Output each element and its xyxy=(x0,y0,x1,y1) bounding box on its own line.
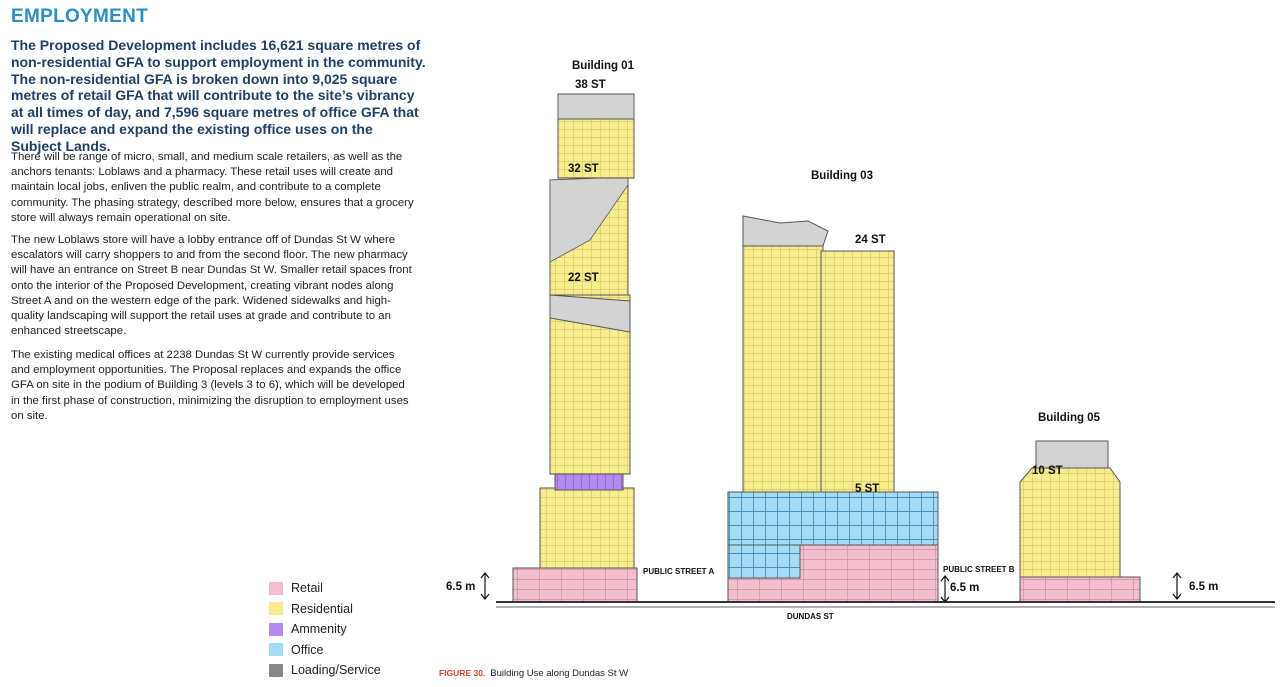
building-01-storey-38: 38 ST xyxy=(575,79,606,91)
legend-item-loading-service xyxy=(269,660,381,681)
height-marker-right xyxy=(1173,573,1218,599)
building-03-storey-5: 5 ST xyxy=(855,483,880,495)
building-05-storey-10: 10 ST xyxy=(1032,465,1063,477)
building-01-podium xyxy=(540,488,634,568)
legend-swatch-retail xyxy=(269,582,283,595)
legend-label: Office xyxy=(291,642,324,657)
figure-caption-text: Building Use along Dundas St W xyxy=(490,668,629,679)
legend-swatch-office xyxy=(269,643,283,656)
legend-item-residential xyxy=(269,599,381,620)
building-03-tower-west xyxy=(743,246,823,492)
height-marker-middle xyxy=(941,576,979,602)
building-03-mechanical-top xyxy=(743,216,828,246)
building-01-label: Building 01 xyxy=(572,60,634,72)
legend-swatch-residential xyxy=(269,602,283,615)
building-01-storey-32: 32 ST xyxy=(568,163,599,175)
building-03-tower-east xyxy=(821,251,894,492)
legend xyxy=(269,578,381,681)
building-01-retail-base xyxy=(513,568,637,602)
dundas-street-label: DUNDAS ST xyxy=(787,612,834,621)
public-street-a-label: PUBLIC STREET A xyxy=(643,567,715,576)
building-03-storey-24: 24 ST xyxy=(855,234,886,246)
body-paragraph-loblaws: The new Loblaws store will have a lobby entrance off of Dundas St W where escalators will carry shoppers to and from the second floor. The new pharmacy will have an entrance on Street B near Dundas St W. Smaller retail spaces front onto the interior of the Proposed Development, creating vibrant nodes along Street A and on the western edge of the park. Widened sidewalks and high-quality landscaping will support the retail uses at grade and contribute to an enhanced streetscape. xyxy=(11,234,412,338)
building-03-office-corner xyxy=(728,545,800,578)
building-05-label: Building 05 xyxy=(1038,412,1100,424)
building-05-mechanical-top xyxy=(1036,441,1108,468)
legend-label: Retail xyxy=(291,581,323,596)
building-05-residential-block xyxy=(1020,468,1120,577)
figure-number: FIGURE 30. xyxy=(439,668,486,678)
height-marker-left-label: 6.5 m xyxy=(446,581,476,593)
building-03-office-podium xyxy=(728,492,938,545)
body-paragraph-medical: The existing medical offices at 2238 Dundas St W currently provide services and employment opportunities. The Proposal replaces and expands the office GFA on site in the podium of Building 3 (levels 3 to 6), which will be developed in the first phase of construction, minimizing the disruption to employment uses on site. xyxy=(11,349,409,422)
building-use-elevation xyxy=(430,50,1280,662)
legend-item-office xyxy=(269,640,381,661)
legend-swatch-amenity xyxy=(269,623,283,636)
building-03-label: Building 03 xyxy=(811,170,873,182)
public-street-b-label: PUBLIC STREET B xyxy=(943,565,1015,574)
height-marker-right-label: 6.5 m xyxy=(1189,581,1219,593)
building-01-mechanical-top xyxy=(558,94,634,119)
section-title: EMPLOYMENT xyxy=(11,6,149,27)
figure-caption xyxy=(439,668,628,679)
building-03-elevation xyxy=(728,216,938,602)
height-marker-left xyxy=(446,573,489,599)
legend-label: Ammenity xyxy=(291,622,347,637)
legend-label: Residential xyxy=(291,601,353,616)
height-marker-middle-label: 6.5 m xyxy=(950,582,980,594)
legend-item-amenity xyxy=(269,619,381,640)
legend-item-retail xyxy=(269,578,381,599)
legend-swatch-loading-service xyxy=(269,664,283,677)
building-05-retail-base xyxy=(1020,577,1140,602)
lead-paragraph: The Proposed Development includes 16,621 square metres of non-residential GFA to support employment in the community. The non-residential GFA is broken down into 9,025 square metres of retail GFA that will contribute to the site’s vibrancy at all times of day, and 7,596 square metres of office GFA that will replace and expand the existing office uses on the Subject Lands. xyxy=(11,37,426,154)
body-paragraph-retail: There will be range of micro, small, and medium scale retailers, as well as the anchors tenants: Loblaws and a pharmacy. These retail uses will create and maintain local jobs, enliven the public realm, and contribute to a complete community. The phasing strategy, described more below, ensures that a grocery store will always remain operational on site. xyxy=(11,151,414,224)
building-01-storey-22: 22 ST xyxy=(568,272,599,284)
building-01-amenity-level xyxy=(555,474,623,490)
legend-label: Loading/Service xyxy=(291,663,381,678)
